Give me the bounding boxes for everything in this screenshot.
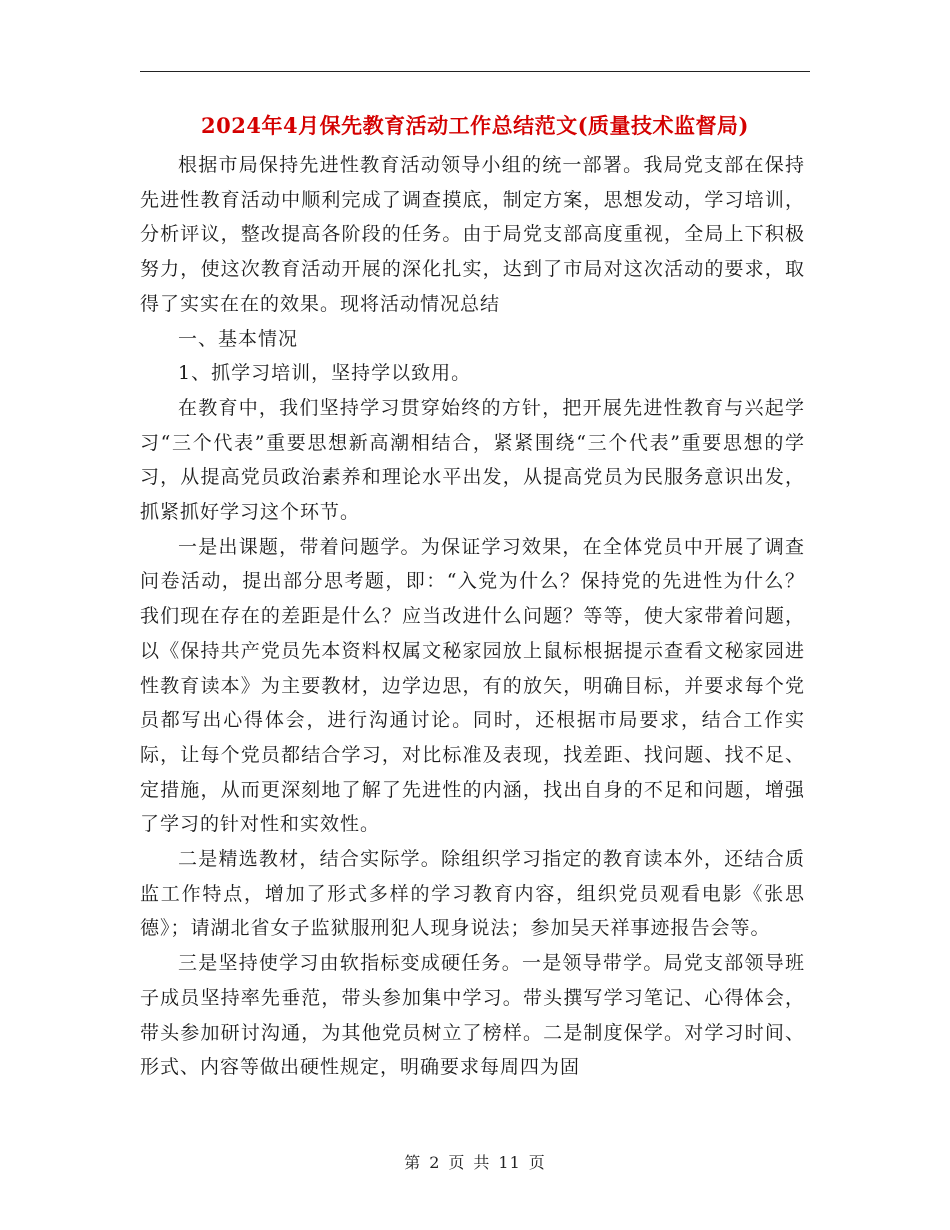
subsection-heading-study: 1、抓学习培训，坚持学以致用。 xyxy=(178,362,472,385)
footer-label-total-unit: 页 xyxy=(528,1153,546,1172)
page-footer xyxy=(0,1151,950,1175)
paragraph-point-two: 二是精选教材，结合实际学。除组织学习指定的教育读本外，还结合质监工作特点，增加了形式多样的学习教育内容，组织党员观看电影《张思德》；请湖北省女子监狱服刑犯人现身说法；参加吴天祥事迹报告会等。 xyxy=(140,848,805,940)
header-rule xyxy=(140,71,810,72)
section-heading-basic: 一、基本情况 xyxy=(178,327,299,350)
paragraph-point-one: 一是出课题，带着问题学。为保证学习效果，在全体党员中开展了调查问卷活动，提出部分思考题，即：“入党为什么？保持党的先进性为什么？我们现在存在的差距是什么？应当改进什么问题？等等，使大家带着问题，以《保持共产党员先本资料权属文秘家园放上鼠标根据提示查看文秘家园进性教育读本》为主要教材，边学边思，有的放矢，明确目标，并要求每个党员都写出心得体会，进行沟通讨论。同时，还根据市局要求，结合工作实际，让每个党员都结合学习，对比标准及表现，找差距、找问题、找不足、定措施，从而更深刻地了解了先进性的内涵，找出自身的不足和问题，增强了学习的针对性和实效性。 xyxy=(140,535,805,836)
footer-label-total: 共 xyxy=(473,1153,491,1172)
footer-label-page-unit: 页 xyxy=(448,1153,466,1172)
footer-current-page: 2 xyxy=(429,1153,441,1172)
document-body xyxy=(140,148,805,1085)
paragraph-intro: 根据市局保持先进性教育活动领导小组的统一部署。我局党支部在保持先进性教育活动中顺利完成了调查摸底，制定方案，思想发动，学习培训，分析评议，整改提高各阶段的任务。由于局党支部高度重视，全局上下积极努力，使这次教育活动开展的深化扎实，达到了市局对这次活动的要求，取得了实实在在的效果。现将活动情况总结 xyxy=(140,154,805,315)
footer-total-pages: 11 xyxy=(498,1153,521,1172)
document-title: 2024年4月保先教育活动工作总结范文(质量技术监督局) xyxy=(201,113,749,138)
paragraph-study-policy: 在教育中，我们坚持学习贯穿始终的方针，把开展先进性教育与兴起学习“三个代表”重要思想新高潮相结合，紧紧围绕“三个代表”重要思想的学习，从提高党员政治素养和理论水平出发，从提高党员为民服务意识出发，抓紧抓好学习这个环节。 xyxy=(140,396,805,524)
footer-label-page: 第 xyxy=(404,1153,422,1172)
paragraph-point-three: 三是坚持使学习由软指标变成硬任务。一是领导带学。局党支部领导班子成员坚持率先垂范，带头参加集中学习。带头撰写学习笔记、心得体会，带头参加研讨沟通，为其他党员树立了榜样。二是制度保学。对学习时间、形式、内容等做出硬性规定，明确要求每周四为固 xyxy=(140,952,805,1079)
